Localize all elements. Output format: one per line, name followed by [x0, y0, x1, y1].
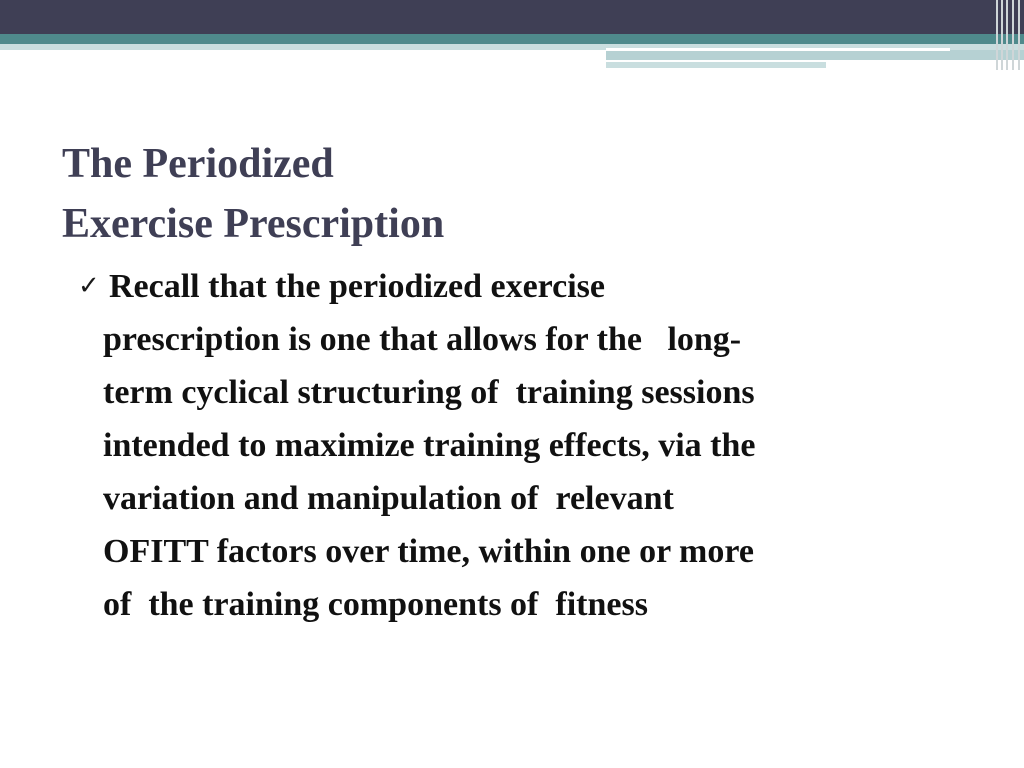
- slide-title-line-1: The Periodized: [62, 141, 334, 187]
- header-accent-line: [606, 48, 950, 51]
- slide-title: [62, 134, 444, 254]
- bullet-line-2: prescription is one that allows for the long-: [103, 321, 742, 358]
- header-teal-band: [0, 34, 1024, 44]
- header-accent-band-lower: [606, 62, 826, 68]
- bullet-line-5: variation and manipulation of relevant: [103, 480, 674, 517]
- header-dark-band: [0, 0, 1024, 34]
- checkmark-icon: ✓: [78, 271, 100, 301]
- slide-title-line-2: Exercise Prescription: [62, 201, 445, 247]
- bullet-line-1: Recall that the periodized exercise: [109, 268, 606, 305]
- bullet-line-3: term cyclical structuring of training sessions: [103, 374, 755, 411]
- bullet-text: [78, 260, 958, 631]
- bullet-item: [78, 260, 958, 631]
- header-accent-band: [606, 50, 1024, 60]
- bullet-line-6: OFITT factors over time, within one or more: [103, 533, 754, 570]
- bullet-line-4: intended to maximize training effects, via the: [103, 427, 756, 464]
- header-vertical-stripes: [994, 0, 1024, 70]
- bullet-line-7: of the training components of fitness: [103, 586, 648, 623]
